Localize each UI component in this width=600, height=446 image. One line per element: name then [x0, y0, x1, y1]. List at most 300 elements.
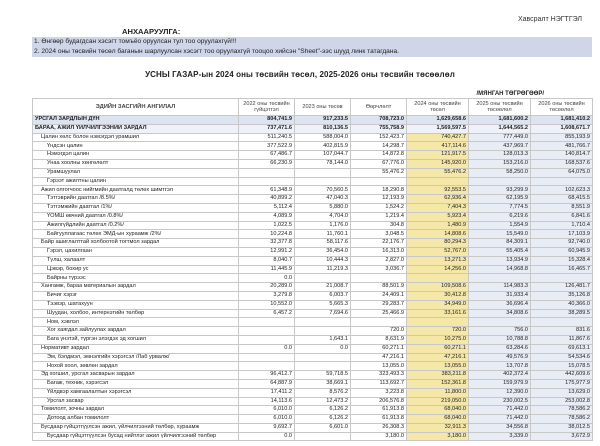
table-row	[33, 362, 593, 371]
row-value[interactable]: 153,216.0	[469, 159, 531, 168]
row-value[interactable]: 62,936.4	[407, 195, 469, 204]
row-label: Хангамж, бараа материалын зардал	[33, 283, 239, 292]
row-value[interactable]: 5,880.0	[295, 203, 351, 212]
row-value[interactable]: 383,211.8	[407, 371, 469, 380]
row-value[interactable]: 1,681,410.2	[531, 116, 593, 125]
row-value[interactable]: 740,427.7	[407, 133, 469, 142]
row-value[interactable]: 10,444.3	[295, 256, 351, 265]
row-value[interactable]: 58,250.0	[469, 168, 531, 177]
row-value[interactable]: 6,601.0	[295, 423, 351, 432]
row-value[interactable]: 22,176.7	[351, 239, 407, 248]
table-row	[33, 265, 593, 274]
row-value[interactable]	[351, 274, 407, 283]
row-value[interactable]	[295, 274, 351, 283]
row-value[interactable]: 831.6	[531, 327, 593, 336]
row-value[interactable]: 14,113.6	[239, 397, 295, 406]
row-value[interactable]: 402,372.4	[469, 371, 531, 380]
row-value[interactable]: 5,665.3	[295, 300, 351, 309]
row-value[interactable]: 60,271.1	[351, 344, 407, 353]
row-value[interactable]	[295, 168, 351, 177]
row-value[interactable]: 92,553.5	[407, 186, 469, 195]
row-value[interactable]: 40,899.2	[239, 195, 295, 204]
row-label: Багаж, техник, хэрэгсэл	[33, 379, 239, 388]
row-value[interactable]: 34,556.8	[469, 423, 531, 432]
row-value[interactable]: 14,808.6	[407, 230, 469, 239]
row-value[interactable]: 168,537.6	[531, 159, 593, 168]
row-value[interactable]	[407, 274, 469, 283]
row-value[interactable]: 70,560.5	[295, 186, 351, 195]
row-value[interactable]: 511,240.5	[239, 133, 295, 142]
row-value[interactable]: 855,193.9	[531, 133, 593, 142]
row-value[interactable]: 1,554.9	[469, 221, 531, 230]
row-value[interactable]	[239, 168, 295, 177]
row-label: Цэвэр, бохир ус	[33, 265, 239, 274]
row-value[interactable]: 96,412.7	[239, 371, 295, 380]
table-row	[33, 212, 593, 221]
row-value[interactable]: 10,275.0	[407, 335, 469, 344]
table-row	[33, 116, 593, 125]
header-2025-forecast: 2025 оны төсвийн төсөөлөл	[469, 99, 531, 116]
row-value[interactable]: 5,923.4	[407, 212, 469, 221]
row-label: Гэрэл, цахилгаан	[33, 247, 239, 256]
row-value[interactable]: 1,608,671.7	[531, 124, 593, 133]
table-row	[33, 353, 593, 362]
table-row	[33, 335, 593, 344]
row-value[interactable]: 55,405.4	[469, 247, 531, 256]
row-value[interactable]: 47,040.3	[295, 195, 351, 204]
row-value[interactable]: 6,219.6	[469, 212, 531, 221]
row-value[interactable]: 14,968.8	[469, 265, 531, 274]
row-value[interactable]: 175,977.9	[531, 379, 593, 388]
row-value[interactable]: 6,010.0	[239, 406, 295, 415]
row-value[interactable]: 17,411.2	[239, 388, 295, 397]
table-row	[33, 151, 593, 160]
row-label: Бусдаар гүйцэтгүүлсэн бусад нийтлэг ажил үйлчилгээний төлбөр	[33, 432, 239, 441]
row-value[interactable]: 16,465.7	[531, 265, 593, 274]
row-value[interactable]: 323,493.3	[351, 371, 407, 380]
row-value[interactable]: 1,569,597.5	[407, 124, 469, 133]
row-value[interactable]: 3,180.0	[407, 432, 469, 441]
row-value[interactable]: 13,055.0	[351, 362, 407, 371]
row-value[interactable]: 26,308.3	[351, 423, 407, 432]
row-value[interactable]: 58,117.6	[295, 239, 351, 248]
row-value[interactable]: 35,126.8	[531, 291, 593, 300]
row-value[interactable]	[407, 177, 469, 186]
table-row	[33, 133, 593, 142]
row-label: ҮОМШ өвчний даатгал /0.8%/	[33, 212, 239, 221]
row-value[interactable]: 15,328.4	[531, 256, 593, 265]
row-value[interactable]: 1,219.4	[351, 212, 407, 221]
warning-title: АНХААРУУЛГА:	[122, 27, 181, 36]
table-row	[33, 379, 593, 388]
row-value[interactable]: 20,289.0	[239, 283, 295, 292]
row-label: Бусдаар гүйцэтгүүлсэн ажил, үйлчилгээний төлбөр, хураамж	[33, 423, 239, 432]
table-row	[33, 124, 593, 133]
table-header-row	[33, 99, 593, 116]
row-value[interactable]: 756.0	[469, 327, 531, 336]
row-value[interactable]: 78,586.2	[531, 415, 593, 424]
row-value[interactable]: 33,161.6	[407, 309, 469, 318]
row-value[interactable]: 30,412.8	[407, 291, 469, 300]
row-value[interactable]: 12,473.2	[295, 397, 351, 406]
row-label: Байгууллагаас төлөх ЭМД-ын хураамж /2%/	[33, 230, 239, 239]
row-value[interactable]: 8,551.9	[531, 203, 593, 212]
row-value[interactable]: 1,643.1	[295, 335, 351, 344]
row-value[interactable]: 13,707.8	[469, 362, 531, 371]
row-value[interactable]: 18,290.8	[351, 186, 407, 195]
row-value[interactable]: 11,219.3	[295, 265, 351, 274]
row-value[interactable]: 9,692.7	[239, 423, 295, 432]
row-value[interactable]: 32,377.8	[239, 239, 295, 248]
row-value[interactable]: 55,476.2	[351, 168, 407, 177]
row-value[interactable]: 720.0	[407, 327, 469, 336]
row-value[interactable]	[351, 318, 407, 327]
row-value[interactable]: 34,808.6	[469, 309, 531, 318]
table-row	[33, 388, 593, 397]
row-value[interactable]	[239, 177, 295, 186]
row-value[interactable]	[239, 353, 295, 362]
row-value[interactable]	[295, 353, 351, 362]
row-value[interactable]	[239, 327, 295, 336]
row-value[interactable]: 755,758.9	[351, 124, 407, 133]
row-value[interactable]: 1,480.9	[407, 221, 469, 230]
row-value[interactable]: 810,136.5	[295, 124, 351, 133]
row-value[interactable]: 3,279.8	[239, 291, 295, 300]
row-value[interactable]: 121,917.5	[407, 151, 469, 160]
row-value[interactable]: 88,501.9	[351, 283, 407, 292]
row-value[interactable]: 11,760.1	[295, 230, 351, 239]
row-value[interactable]: 6,010.0	[239, 415, 295, 424]
row-value[interactable]: 145,920.0	[407, 159, 469, 168]
row-value[interactable]: 11,800.0	[407, 388, 469, 397]
row-value[interactable]: 61,913.8	[351, 415, 407, 424]
row-value[interactable]: 38,012.5	[531, 423, 593, 432]
row-label: Дотоод албан томилолт	[33, 415, 239, 424]
row-value[interactable]: 13,271.3	[407, 256, 469, 265]
row-value[interactable]: 62,195.9	[469, 195, 531, 204]
table-row	[33, 423, 593, 432]
row-value[interactable]: 60,945.9	[531, 247, 593, 256]
row-value[interactable]	[239, 335, 295, 344]
warning-line-1: 1. Өнгөөр будагдсан хэсэгт томъёо оруулсан тул тоо оруулахгүй!!!	[32, 37, 592, 47]
row-value[interactable]: 55,476.2	[407, 168, 469, 177]
row-value[interactable]	[351, 177, 407, 186]
row-value[interactable]: 1,524.2	[351, 203, 407, 212]
warning-line-2: 2. 2024 оны төсвийн төсөл баганын шарлуулсан хэсэгт тоо оруулахгүй тооцоо хийсэн "Sheet"-ээс шууд линк татагдана.	[32, 47, 592, 57]
row-value[interactable]: 6,457.2	[239, 309, 295, 318]
row-value[interactable]: 437,969.7	[469, 142, 531, 151]
row-value[interactable]: 21,008.7	[295, 283, 351, 292]
row-value[interactable]: 66,230.9	[239, 159, 295, 168]
row-label: Эм, бэлдмэл, эмнэлгийн хэрэгсэл /Лаб урвалж/	[33, 353, 239, 362]
row-label: Ажил олгогчоос нийгмийн даатгалд төлөх шимтгэл	[33, 186, 239, 195]
row-value[interactable]: 60,271.1	[407, 344, 469, 353]
table-row	[33, 274, 593, 283]
row-value[interactable]: 1,644,565.2	[469, 124, 531, 133]
table-row	[33, 432, 593, 441]
row-value[interactable]	[469, 177, 531, 186]
row-value[interactable]: 114,983.3	[469, 283, 531, 292]
row-value[interactable]: 2,827.0	[351, 256, 407, 265]
row-label: БАРАА, АЖИЛ ҮЙЛЧИЛГЭЭНИЙ ЗАРДАЛ	[33, 124, 239, 133]
table-row	[33, 283, 593, 292]
row-value[interactable]: 47,216.1	[351, 353, 407, 362]
row-value[interactable]: 588,004.0	[295, 133, 351, 142]
row-value[interactable]: 93,299.9	[469, 186, 531, 195]
row-value[interactable]: 0.0	[295, 344, 351, 353]
row-value[interactable]: 7,404.3	[407, 203, 469, 212]
row-value[interactable]	[239, 362, 295, 371]
row-value[interactable]: 12,193.9	[351, 195, 407, 204]
table-row	[33, 239, 593, 248]
row-value[interactable]: 3,048.5	[351, 230, 407, 239]
row-label: Түлш, халаалт	[33, 256, 239, 265]
row-value[interactable]: 253,002.8	[531, 397, 593, 406]
row-value[interactable]: 7,694.6	[295, 309, 351, 318]
row-value[interactable]: 442,609.6	[531, 371, 593, 380]
table-row	[33, 142, 593, 151]
table-row	[33, 159, 593, 168]
row-value[interactable]: 10,224.8	[239, 230, 295, 239]
row-value[interactable]: 71,442.0	[469, 415, 531, 424]
row-value[interactable]: 47,216.1	[407, 353, 469, 362]
row-value[interactable]	[531, 318, 593, 327]
row-value[interactable]: 777,449.0	[469, 133, 531, 142]
row-value[interactable]: 52,767.0	[407, 247, 469, 256]
row-value[interactable]: 11,867.6	[531, 335, 593, 344]
row-value[interactable]	[407, 318, 469, 327]
row-value[interactable]: 4,704.0	[295, 212, 351, 221]
row-value[interactable]: 804,741.9	[239, 116, 295, 125]
header-classification: ЭДИЙН ЗАСГИЙН АНГИЛАЛ	[33, 99, 239, 116]
row-label: Тээвэр, шатахуун	[33, 300, 239, 309]
row-value[interactable]: 4,089.9	[239, 212, 295, 221]
row-value[interactable]: 1,629,658.6	[407, 116, 469, 125]
header-2023-budget: 2023 оны төсөв	[295, 99, 351, 116]
row-label: Тэтгэмжийн даатгал /1%/	[33, 203, 239, 212]
row-value[interactable]: 54,534.6	[531, 353, 593, 362]
warning-notes	[32, 27, 592, 57]
row-label: Гэрээт ажилтны цалин	[33, 177, 239, 186]
row-value[interactable]: 5,112.4	[239, 203, 295, 212]
table-row	[33, 177, 593, 186]
row-value[interactable]: 107,044.7	[295, 151, 351, 160]
row-label: Бага үнэтэй, түргэн элэгдэх эд хогшил	[33, 335, 239, 344]
row-value[interactable]: 1,681,600.2	[469, 116, 531, 125]
row-value[interactable]: 0.0	[239, 432, 295, 441]
row-value[interactable]: 708,723.0	[351, 116, 407, 125]
row-value[interactable]	[295, 318, 351, 327]
row-value[interactable]	[531, 274, 593, 283]
row-value[interactable]: 64,075.0	[531, 168, 593, 177]
row-value[interactable]: 0.0	[239, 344, 295, 353]
row-label: Ажилгүйдлийн даатгал /0.2%/	[33, 221, 239, 230]
row-value[interactable]: 67,486.7	[239, 151, 295, 160]
row-value[interactable]: 113,692.7	[351, 379, 407, 388]
page-title: УСНЫ ГАЗАР-ын 2024 оны төсвийн төсөл, 2025-2026 оны төсвийн төсөөлөл	[145, 70, 455, 79]
row-value[interactable]: 63,284.6	[469, 344, 531, 353]
row-value[interactable]: 13,055.0	[407, 362, 469, 371]
row-value[interactable]: 14,256.0	[407, 265, 469, 274]
row-value[interactable]: 3,672.9	[531, 432, 593, 441]
row-value[interactable]: 206,576.8	[351, 397, 407, 406]
row-value[interactable]: 917,233.5	[295, 116, 351, 125]
row-value[interactable]: 12,991.2	[239, 247, 295, 256]
row-label: Ном, хэвлэл	[33, 318, 239, 327]
row-value[interactable]: 377,522.9	[239, 142, 295, 151]
row-value[interactable]	[295, 432, 351, 441]
table-row	[33, 318, 593, 327]
row-value[interactable]	[295, 362, 351, 371]
row-value[interactable]: 417,114.6	[407, 142, 469, 151]
row-value[interactable]: 40,366.0	[531, 300, 593, 309]
row-value[interactable]: 49,576.9	[469, 353, 531, 362]
row-value[interactable]: 1,176.0	[295, 221, 351, 230]
row-value[interactable]: 68,415.5	[531, 195, 593, 204]
row-value[interactable]: 6,126.2	[295, 406, 351, 415]
row-value[interactable]: 68,040.0	[407, 406, 469, 415]
row-label: Байрны түрээс	[33, 274, 239, 283]
row-value[interactable]: 14,298.7	[351, 142, 407, 151]
row-value[interactable]: 8,040.7	[239, 256, 295, 265]
row-value[interactable]: 1,710.4	[531, 221, 593, 230]
row-value[interactable]: 78,586.2	[531, 406, 593, 415]
row-value[interactable]: 38,289.5	[531, 309, 593, 318]
row-label: УРСГАЛ ЗАРДЛЫН ДҮН	[33, 116, 239, 125]
row-value[interactable]: 159,979.9	[469, 379, 531, 388]
row-value[interactable]: 11,445.9	[239, 265, 295, 274]
row-value[interactable]: 24,409.1	[351, 291, 407, 300]
row-label: Томилолт, зочны зардал	[33, 406, 239, 415]
row-label: Үндсэн цалин	[33, 142, 239, 151]
row-value[interactable]: 102,623.3	[531, 186, 593, 195]
row-label: Байр ашиглалттай холбоотой тогтмол зардал	[33, 239, 239, 248]
table-row	[33, 406, 593, 415]
row-value[interactable]: 17,103.9	[531, 230, 593, 239]
row-value[interactable]: 71,442.0	[469, 406, 531, 415]
row-value[interactable]: 92,740.0	[531, 239, 593, 248]
row-value[interactable]: 7,774.5	[469, 203, 531, 212]
row-value[interactable]: 15,078.5	[531, 362, 593, 371]
row-value[interactable]: 29,283.7	[351, 300, 407, 309]
row-value[interactable]: 140,814.7	[531, 151, 593, 160]
row-value[interactable]: 31,933.4	[469, 291, 531, 300]
table-row	[33, 371, 593, 380]
row-value[interactable]: 402,815.9	[295, 142, 351, 151]
row-value[interactable]	[469, 274, 531, 283]
row-value[interactable]	[295, 327, 351, 336]
row-value[interactable]: 15,549.0	[469, 230, 531, 239]
row-value[interactable]: 32,911.3	[407, 423, 469, 432]
appendix-label: Хавсралт НЭГТГЭЛ	[517, 16, 582, 23]
row-value[interactable]: 3,180.0	[351, 432, 407, 441]
row-label: Урамшуулал	[33, 168, 239, 177]
row-value[interactable]: 10,788.8	[469, 335, 531, 344]
unit-label: /МЯНГАН ТӨГРӨГӨӨР/	[476, 91, 544, 97]
row-value[interactable]: 152,361.8	[407, 379, 469, 388]
row-value[interactable]: 16,313.0	[351, 247, 407, 256]
row-label: Нормативт зардал	[33, 344, 239, 353]
row-value[interactable]: 0.0	[239, 274, 295, 283]
row-value[interactable]: 6,003.7	[295, 291, 351, 300]
row-value[interactable]	[295, 177, 351, 186]
table-row	[33, 221, 593, 230]
row-value[interactable]: 3,036.7	[351, 265, 407, 274]
row-value[interactable]: 152,423.7	[351, 133, 407, 142]
table-row	[33, 291, 593, 300]
row-value[interactable]: 481,766.7	[531, 142, 593, 151]
row-value[interactable]: 737,471.6	[239, 124, 295, 133]
table-row	[33, 256, 593, 265]
row-label: Тэтгэврийн даатгал /8.5%/	[33, 195, 239, 204]
row-value[interactable]: 14,872.8	[351, 151, 407, 160]
row-value[interactable]: 36,454.0	[295, 247, 351, 256]
row-value[interactable]: 230,002.5	[469, 397, 531, 406]
row-value[interactable]: 34,949.0	[407, 300, 469, 309]
table-row	[33, 230, 593, 239]
row-value[interactable]: 3,223.8	[351, 388, 407, 397]
row-value[interactable]: 61,348.9	[239, 186, 295, 195]
table-row	[33, 247, 593, 256]
table-row	[33, 415, 593, 424]
row-label: Урсгал засвар	[33, 397, 239, 406]
row-value[interactable]: 68,040.0	[407, 415, 469, 424]
row-value[interactable]: 13,629.0	[531, 388, 593, 397]
row-value[interactable]: 8,576.2	[295, 388, 351, 397]
row-value[interactable]: 36,696.4	[469, 300, 531, 309]
row-value[interactable]: 6,841.6	[531, 212, 593, 221]
row-value[interactable]: 128,013.3	[469, 151, 531, 160]
table-row	[33, 344, 593, 353]
row-value[interactable]: 8,631.9	[351, 335, 407, 344]
row-value[interactable]: 1,022.5	[239, 221, 295, 230]
row-value[interactable]: 13,934.9	[469, 256, 531, 265]
row-value[interactable]: 67,776.0	[351, 159, 407, 168]
row-value[interactable]: 126,481.7	[531, 283, 593, 292]
row-value[interactable]	[239, 318, 295, 327]
row-label: Нэмэгдэл цалин	[33, 151, 239, 160]
row-value[interactable]: 59,718.5	[295, 371, 351, 380]
row-value[interactable]: 219,050.0	[407, 397, 469, 406]
row-label: Хог хаягдал зайлуулах зардал	[33, 327, 239, 336]
row-value[interactable]: 3,339.0	[469, 432, 531, 441]
row-value[interactable]: 69,613.1	[531, 344, 593, 353]
row-value[interactable]: 84,309.1	[469, 239, 531, 248]
table-row	[33, 327, 593, 336]
row-label: Бичиг хэрэг	[33, 291, 239, 300]
row-value[interactable]: 64,887.9	[239, 379, 295, 388]
row-value[interactable]: 61,913.8	[351, 406, 407, 415]
row-value[interactable]: 80,294.3	[407, 239, 469, 248]
row-value[interactable]	[469, 318, 531, 327]
row-value[interactable]: 12,390.0	[469, 388, 531, 397]
row-value[interactable]: 304.8	[351, 221, 407, 230]
row-value[interactable]: 25,466.9	[351, 309, 407, 318]
row-label: Нохой хоол, зөвлөн зардал	[33, 362, 239, 371]
table-row	[33, 186, 593, 195]
row-value[interactable]: 78,144.0	[295, 159, 351, 168]
row-label: Унаа хоолны хөнгөлөлт	[33, 159, 239, 168]
table-row	[33, 203, 593, 212]
row-label: Шуудан, холбоо, интернэтийн төлбөр	[33, 309, 239, 318]
row-value[interactable]: 720.0	[351, 327, 407, 336]
row-value[interactable]: 10,552.0	[239, 300, 295, 309]
row-value[interactable]: 6,126.2	[295, 415, 351, 424]
table-row	[33, 300, 593, 309]
row-value[interactable]: 109,508.6	[407, 283, 469, 292]
row-value[interactable]	[531, 177, 593, 186]
row-value[interactable]: 38,669.1	[295, 379, 351, 388]
